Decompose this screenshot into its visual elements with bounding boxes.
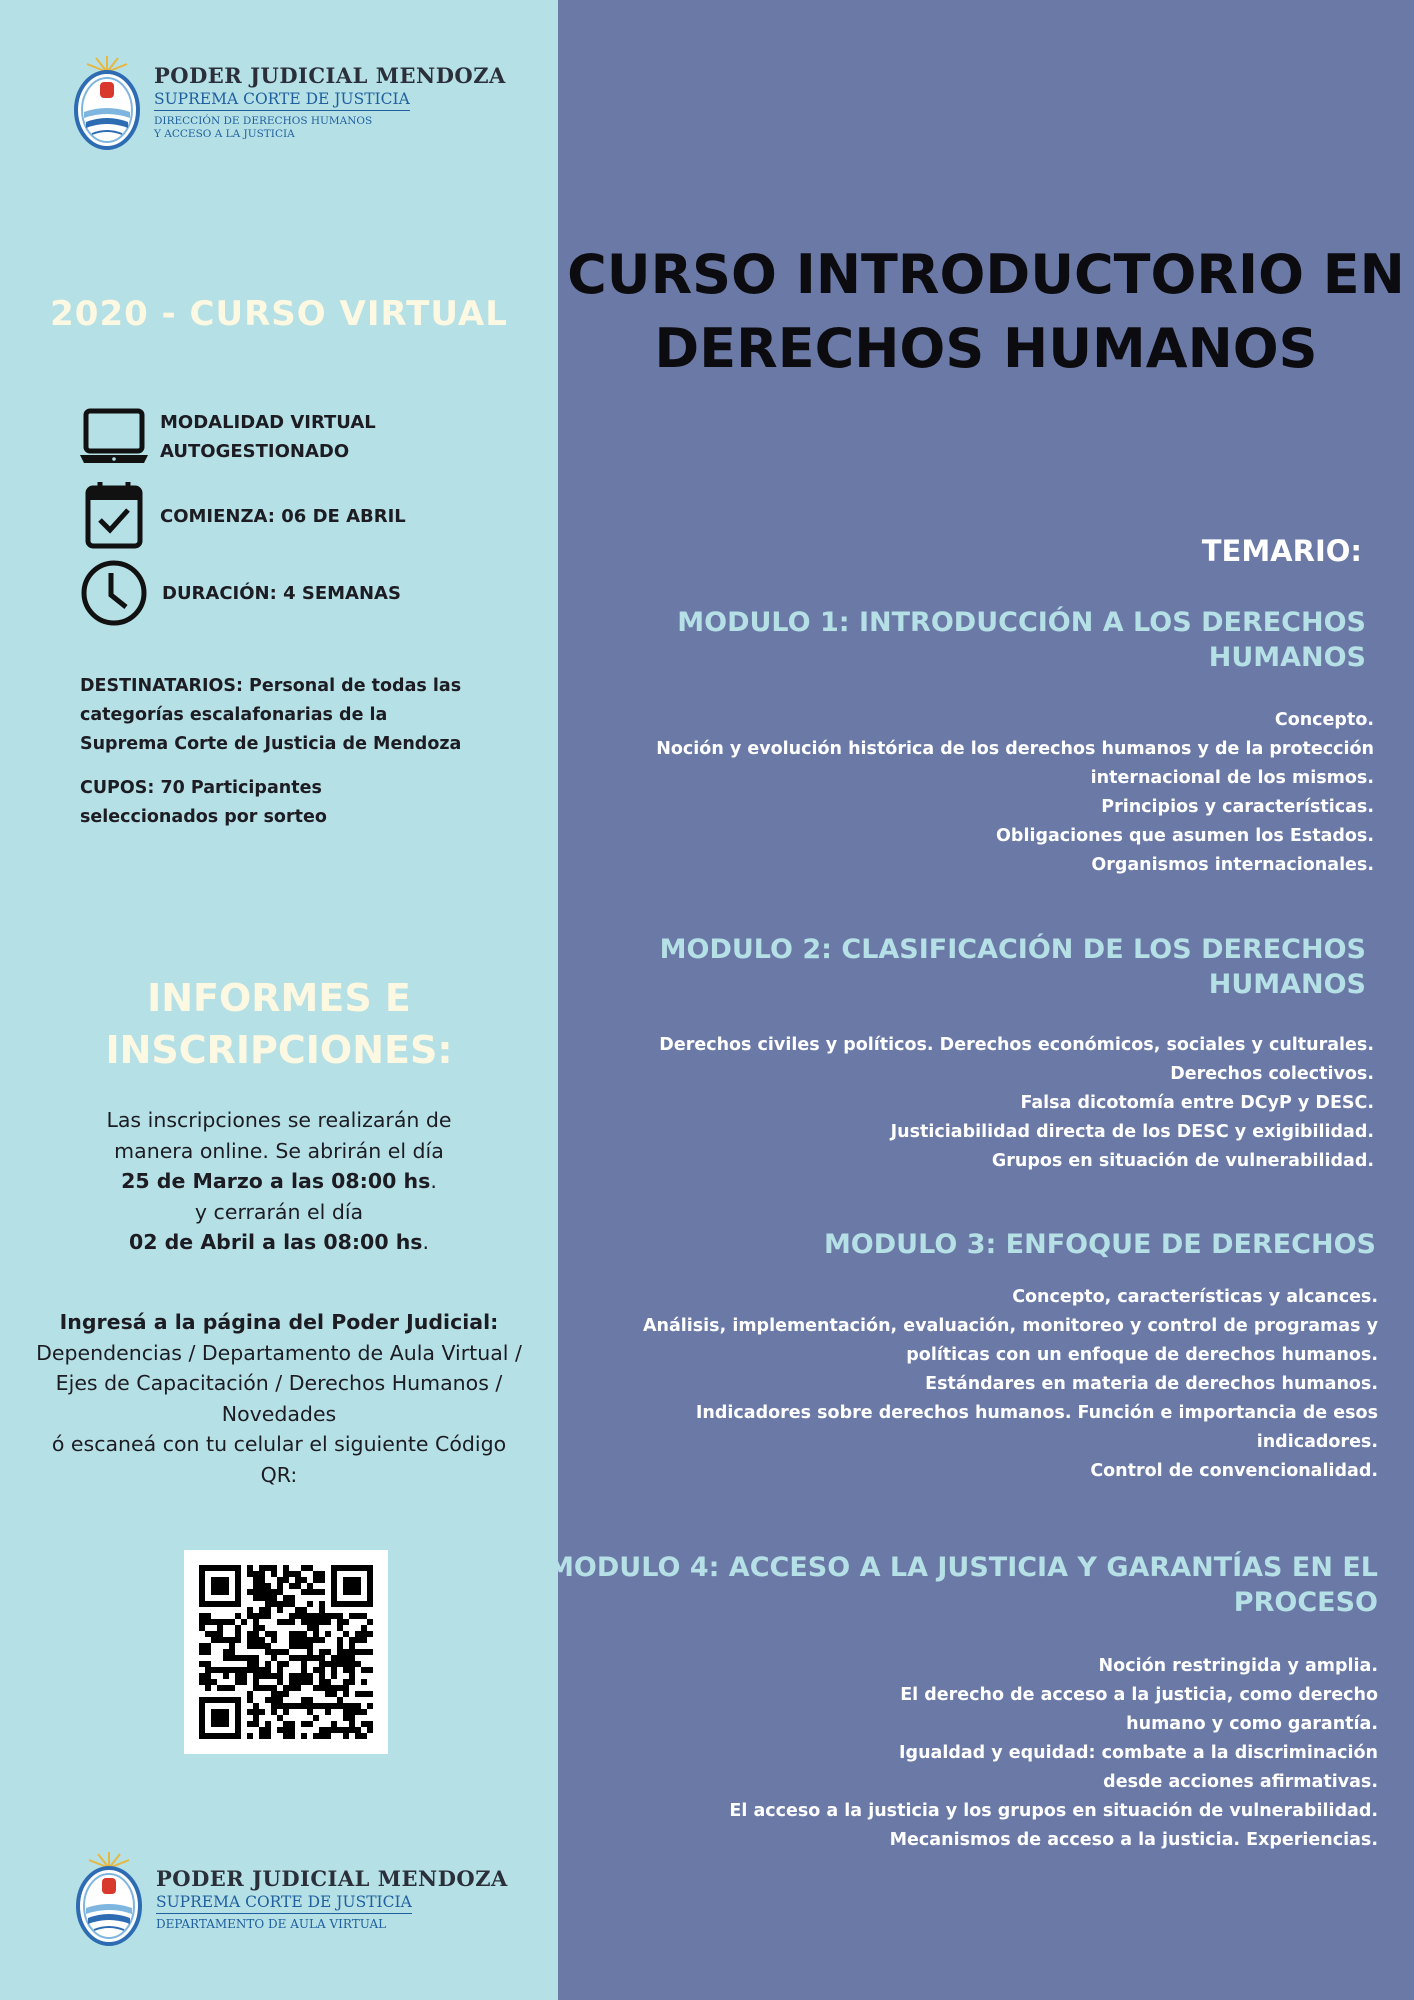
topic-line: Derechos colectivos. — [1170, 1064, 1374, 1084]
topic-line: Igualdad y equidad: combate a la discriminación — [899, 1743, 1378, 1763]
modality-line: AUTOGESTIONADO — [160, 441, 350, 462]
topic-line: Concepto, características y alcances. — [1012, 1287, 1378, 1307]
destinatarios-line: DESTINATARIOS: Personal de todas las — [80, 676, 462, 696]
informes-title-line: INSCRIPCIONES: — [105, 1028, 453, 1072]
logo-department — [154, 115, 506, 141]
module-heading-line: MODULO 3: ENFOQUE DE DERECHOS — [823, 1229, 1376, 1260]
destinatarios-line: categorías escalafonarias de la — [80, 705, 388, 725]
topic-line: Falsa dicotomía entre DCyP y DESC. — [1020, 1093, 1374, 1113]
topic-line: Obligaciones que asumen los Estados. — [996, 826, 1374, 846]
module-3-heading — [824, 1227, 1376, 1262]
close-date-value: 02 de Abril a las 08:00 hs — [128, 1230, 423, 1254]
seal-icon — [74, 1848, 144, 1948]
topic-line: Mecanismos de acceso a la justicia. Experiencias. — [889, 1830, 1378, 1850]
module-heading-line: MODULO 4: ACCESO A LA JUSTICIA Y GARANTÍAS EN EL — [547, 1552, 1378, 1583]
qr-pattern — [184, 1550, 388, 1754]
module-3-topics — [643, 1283, 1378, 1486]
inscripciones-line: Las inscripciones se realizarán de — [106, 1108, 452, 1132]
qr-instruction: ó escaneá con tu celular el siguiente Código — [51, 1432, 507, 1456]
topic-line: indicadores. — [1256, 1432, 1378, 1452]
logo-department-line: DIRECCIÓN DE DERECHOS HUMANOS — [154, 115, 373, 127]
module-2-heading — [660, 932, 1366, 1002]
inscripciones-line: manera online. Se abrirán el día — [114, 1138, 444, 1163]
topic-line: El acceso a la justicia y los grupos en situación de vulnerabilidad. — [729, 1801, 1378, 1821]
module-heading-line: PROCESO — [1233, 1587, 1378, 1618]
feature-modality — [78, 401, 376, 473]
course-title-line: DERECHOS HUMANOS — [654, 317, 1318, 380]
module-heading-line: MODULO 1: INTRODUCCIÓN A LOS DERECHOS — [677, 607, 1366, 638]
calendar-check-icon — [78, 480, 150, 552]
web-instructions — [14, 1307, 544, 1490]
module-heading-line: HUMANOS — [1208, 969, 1366, 1000]
laptop-icon — [78, 401, 150, 473]
open-date-value: 25 de Marzo a las 08:00 hs — [121, 1169, 431, 1193]
cupos-line: seleccionados por sorteo — [80, 807, 327, 827]
web-path-line: Novedades — [221, 1401, 337, 1426]
modality-line: MODALIDAD VIRTUAL — [160, 412, 376, 433]
cupos — [80, 774, 540, 832]
temario-heading: TEMARIO: — [1201, 534, 1362, 568]
logo-title: PODER JUDICIAL MENDOZA — [154, 63, 506, 88]
cupos-line: CUPOS: 70 Participantes — [80, 778, 322, 798]
module-4-topics — [729, 1652, 1378, 1855]
topic-line: Noción restringida y amplia. — [1098, 1656, 1378, 1676]
module-4-heading — [547, 1550, 1378, 1620]
punctuation: . — [430, 1169, 437, 1193]
start-date: COMIENZA: 06 DE ABRIL — [160, 505, 406, 527]
feature-start — [78, 480, 406, 552]
module-2-topics — [659, 1031, 1374, 1176]
logo-subtitle: SUPREMA CORTE DE JUSTICIA — [156, 1893, 412, 1914]
course-title — [558, 238, 1414, 386]
topic-line: Derechos civiles y políticos. Derechos económicos, sociales y culturales. — [659, 1035, 1374, 1055]
feature-duration — [78, 557, 401, 629]
year-heading: 2020 - CURSO VIRTUAL — [50, 294, 508, 334]
module-heading-line: HUMANOS — [1208, 642, 1366, 673]
clock-icon — [78, 557, 150, 629]
destinatarios — [80, 672, 540, 759]
logo-subtitle: SUPREMA CORTE DE JUSTICIA — [154, 90, 410, 111]
qr-code[interactable] — [184, 1550, 388, 1754]
module-1-heading — [677, 605, 1366, 675]
seal-icon — [72, 52, 142, 152]
logo-bottom — [74, 1848, 508, 1948]
inscripciones-line: y cerrarán el día — [194, 1199, 364, 1224]
topic-line: internacional de los mismos. — [1090, 768, 1374, 788]
topic-line: políticas con un enfoque de derechos humanos. — [906, 1345, 1378, 1365]
close-date — [14, 1227, 544, 1258]
web-lead: Ingresá a la página del Poder Judicial: — [59, 1310, 499, 1334]
topic-line: desde acciones afirmativas. — [1103, 1772, 1378, 1792]
topic-line: Estándares en materia de derechos humanos. — [925, 1374, 1378, 1394]
inscripciones-text — [14, 1105, 544, 1258]
logo-department-line: Y ACCESO A LA JUSTICIA — [154, 128, 295, 140]
module-heading-line: MODULO 2: CLASIFICACIÓN DE LOS DERECHOS — [659, 934, 1366, 965]
topic-line: Principios y características. — [1101, 797, 1374, 817]
topic-line: Organismos internacionales. — [1091, 855, 1374, 875]
punctuation: . — [422, 1230, 430, 1254]
web-path-line: Dependencias / Departamento de Aula Virtual / — [36, 1340, 522, 1365]
topic-line: Justiciabilidad directa de los DESC y exigibilidad. — [890, 1122, 1374, 1142]
topic-line: humano y como garantía. — [1126, 1714, 1378, 1734]
topic-line: El derecho de acceso a la justicia, como derecho — [900, 1685, 1378, 1705]
topic-line: Grupos en situación de vulnerabilidad. — [991, 1151, 1374, 1171]
topic-line: Concepto. — [1274, 710, 1374, 730]
duration: DURACIÓN: 4 SEMANAS — [162, 582, 401, 604]
web-path-line: Ejes de Capacitación / Derechos Humanos / — [55, 1371, 503, 1395]
topic-line: Noción y evolución histórica de los derechos humanos y de la protección — [656, 739, 1374, 759]
open-date — [14, 1166, 544, 1197]
logo-title: PODER JUDICIAL MENDOZA — [156, 1865, 508, 1891]
course-title-line: CURSO INTRODUCTORIO EN — [567, 243, 1405, 306]
informes-title-line: INFORMES E — [147, 976, 411, 1020]
topic-line: Control de convencionalidad. — [1090, 1461, 1378, 1481]
topic-line: Indicadores sobre derechos humanos. Función e importancia de esos — [695, 1403, 1378, 1423]
logo-department: DEPARTAMENTO DE AULA VIRTUAL — [156, 1916, 387, 1931]
logo-top — [72, 52, 506, 152]
qr-instruction: QR: — [260, 1462, 298, 1487]
destinatarios-line: Suprema Corte de Justicia de Mendoza — [80, 734, 462, 754]
module-1-topics — [656, 706, 1374, 880]
topic-line: Análisis, implementación, evaluación, monitoreo y control de programas y — [642, 1316, 1378, 1336]
informes-title — [20, 972, 538, 1076]
